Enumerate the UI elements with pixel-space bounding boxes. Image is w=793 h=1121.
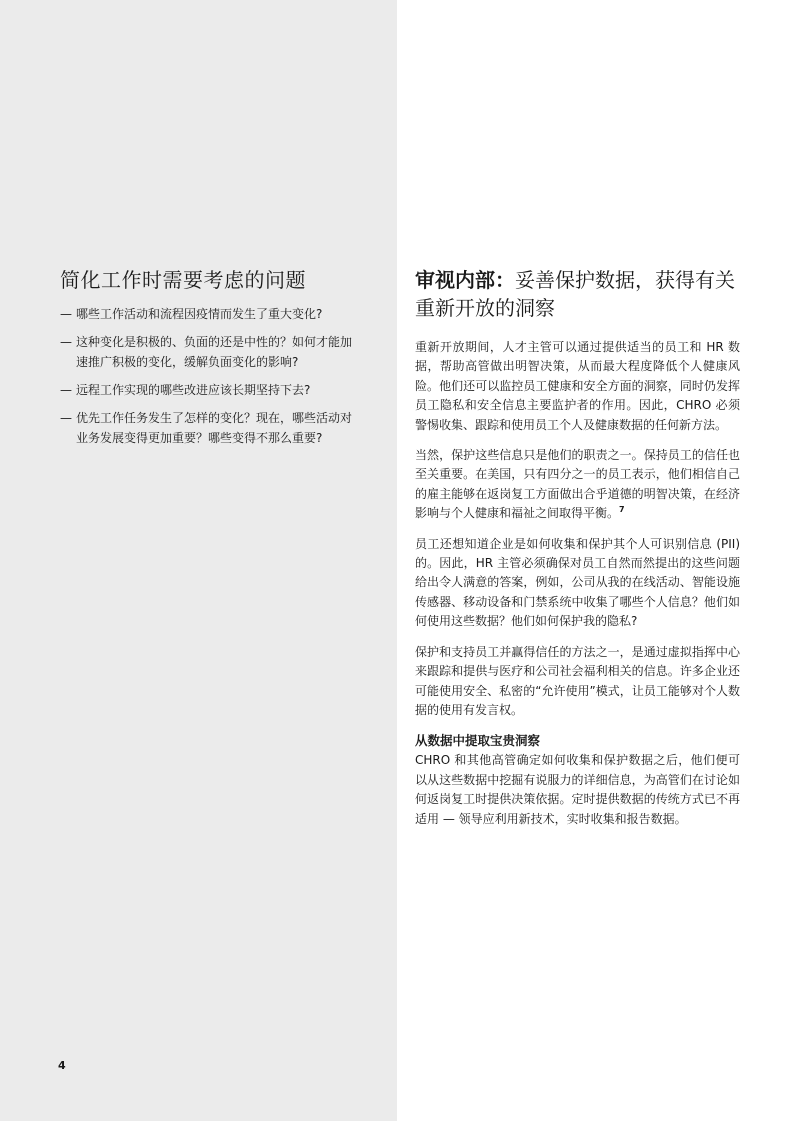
body-paragraph: CHRO 和其他高管确定如何收集和保护数据之后，他们便可以从这些数据中挖掘有说服力的详细信息，为高管们在讨论如何返岗复工时提供决策依据。定时提供数据的传统方式已不再适用 — 领导应利用新技术，实时收集和报告数据。 xyxy=(415,753,740,826)
body-paragraph xyxy=(415,446,740,524)
subheading: 从数据中提取宝贵洞察 xyxy=(415,733,541,749)
question-item xyxy=(60,332,360,372)
dash-bullet: — xyxy=(60,383,72,397)
question-text: 这种变化是积极的、负面的还是中性的？如何才能加速推广积极的变化，缓解负面变化的影响? xyxy=(76,335,353,369)
question-item xyxy=(60,408,360,448)
article-title-rest: 妥善保护数据，获得有关重新开放的洞察 xyxy=(415,268,735,320)
question-item xyxy=(60,304,360,324)
paragraph-text: 当然，保护这些信息只是他们的职责之一。保持员工的信任也至关重要。在美国，只有四分之一的员工表示，他们相信自己的雇主能够在返岗复工方面做出合乎道德的明智决策，在经济影响与个人健康和福祉之间取得平衡。 xyxy=(415,448,740,521)
article-title-bold: 审视内部： xyxy=(415,268,515,292)
questions-list xyxy=(60,304,360,448)
body-paragraph: 重新开放期间，人才主管可以通过提供适当的员工和 HR 数据，帮助高管做出明智决策，从而最大程度降低个人健康风险。他们还可以监控员工健康和安全方面的洞察，同时仍发挥员工隐私和安全信息主要监护者的作用。因此，CHRO 必须警惕收集、跟踪和使用员工个人及健康数据的任何新方法。 xyxy=(415,340,740,432)
footnote-reference: 7 xyxy=(619,505,625,515)
article-section xyxy=(415,266,740,840)
dash-bullet: — xyxy=(60,307,72,321)
question-text: 优先工作任务发生了怎样的变化？现在，哪些活动对业务发展变得更加重要？哪些变得不那么重要? xyxy=(76,411,353,445)
questions-section xyxy=(60,266,360,456)
dash-bullet: — xyxy=(60,335,72,349)
question-text: 远程工作实现的哪些改进应该长期坚持下去? xyxy=(76,383,311,397)
body-paragraph: 员工还想知道企业是如何收集和保护其个人可识别信息 (PII) 的。因此，HR 主管必须确保对员工自然而然提出的这些问题给出令人满意的答案，例如，公司从我的在线活动、智能设施传感器、移动设备和门禁系统中收集了哪些个人信息？他们如何使用这些数据？他们如何保护我的隐私? xyxy=(415,536,740,629)
page-number: 4 xyxy=(58,1059,66,1072)
dash-bullet: — xyxy=(60,411,72,425)
questions-title: 简化工作时需要考虑的问题 xyxy=(60,268,306,292)
question-item xyxy=(60,380,360,400)
article-title xyxy=(415,266,740,322)
body-paragraph: 保护和支持员工并赢得信任的方法之一，是通过虚拟指挥中心来跟踪和提供与医疗和公司社会福利相关的信息。许多企业还可能使用安全、私密的“允许使用”模式，让员工能够对个人数据的使用有发言权。 xyxy=(415,644,740,717)
question-text: 哪些工作活动和流程因疫情而发生了重大变化? xyxy=(76,307,323,321)
